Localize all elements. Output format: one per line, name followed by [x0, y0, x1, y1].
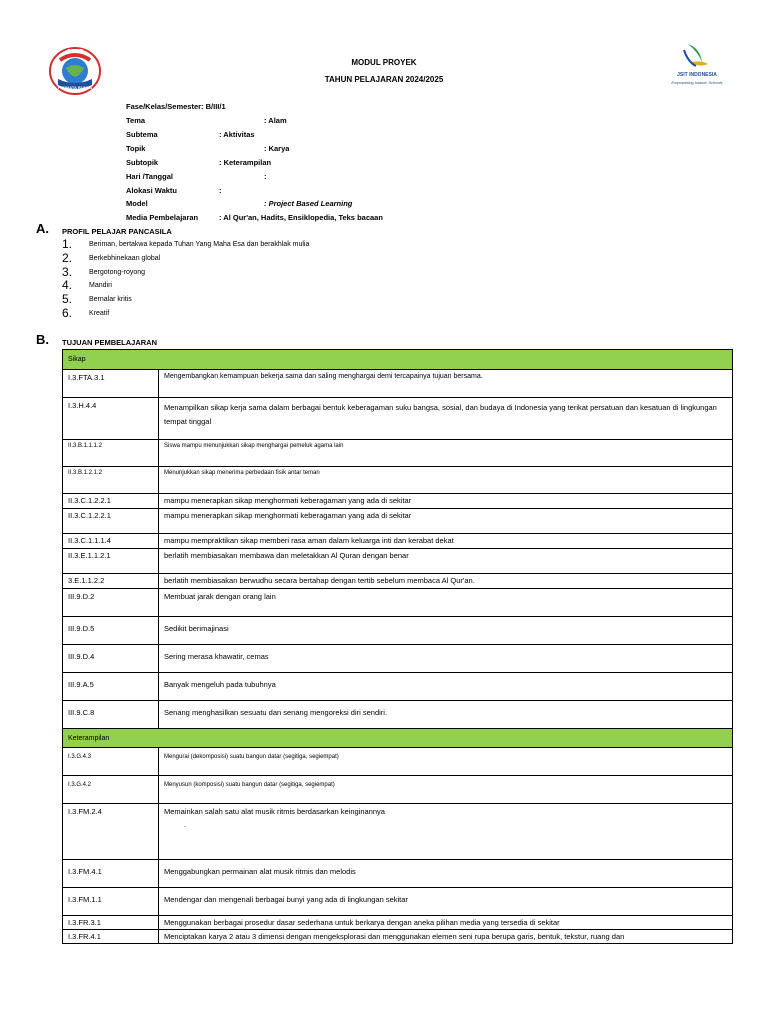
code-cell: I.3.FTA.3.1 — [63, 370, 159, 398]
table-row — [63, 776, 733, 804]
table-row — [63, 916, 733, 930]
text-cell — [159, 804, 733, 860]
jsit-logo-tagline: Empowering Islamic Schools — [671, 80, 723, 85]
code-cell: I.3.FR.4.1 — [63, 930, 159, 944]
table-row — [63, 467, 733, 494]
text-cell: Siswa mampu menunjukkan sikap menghargai pemeluk agama lain — [159, 440, 733, 467]
code-cell: I.3.FR.3.1 — [63, 916, 159, 930]
text-cell: Menciptakan karya 2 atau 3 dimensi dengan mengeksplorasi dan menggunakan elemen seni rupa berupa garis, bentuk, tekstur, ruang dan — [159, 930, 733, 944]
code-cell: II.3.B.1.1.1.2 — [63, 440, 159, 467]
table-row — [63, 370, 733, 398]
table-row — [63, 645, 733, 673]
code-cell: III.9.A.5 — [63, 673, 159, 701]
text-cell: Menyusun (komposisi) suatu bangun datar (segitiga, segiempat) — [159, 776, 733, 804]
code-cell: III.9.D.4 — [63, 645, 159, 673]
school-logo-top-text: S D I T — [67, 49, 83, 55]
text-cell: Menunjukkan sikap menerima perbedaan fisik antar teman — [159, 467, 733, 494]
table-row — [63, 574, 733, 589]
code-cell: I.3.FM.1.1 — [63, 888, 159, 916]
jsit-logo — [668, 40, 726, 94]
module-info — [126, 102, 526, 222]
code-cell: II.3.C.1.2.2.1 — [63, 494, 159, 509]
code-cell: I.3.G.4.2 — [63, 776, 159, 804]
keterampilan-header: Keterampilan — [63, 729, 733, 748]
sikap-header: Sikap — [63, 350, 733, 370]
section-b-letter: B. — [36, 332, 49, 347]
table-row — [63, 494, 733, 509]
media-value: : Al Qur'an, Hadits, Ensiklopedia, Teks bacaan — [219, 213, 383, 222]
text-cell: berlatih membiasakan berwudhu secara bertahap dengan tertib sebelum membaca Al Qur'an. — [159, 574, 733, 589]
code-cell: II.3.C.1.1.1.4 — [63, 534, 159, 549]
code-cell: III.9.D.5 — [63, 617, 159, 645]
table-row — [63, 398, 733, 440]
text-cell: Sedikit berimajinasi — [159, 617, 733, 645]
section-a-title: PROFIL PELAJAR PANCASILA — [62, 227, 172, 236]
text-cell: Sering merasa khawatir, cemas — [159, 645, 733, 673]
text-cell: Banyak mengeluh pada tubuhnya — [159, 673, 733, 701]
subtopik-value: : Keterampilan — [219, 158, 272, 167]
academic-year: TAHUN PELAJARAN 2024/2025 — [324, 75, 444, 84]
text-cell: Mendengar dan mengenali berbagai bunyi yang ada di lingkungan sekitar — [159, 888, 733, 916]
text-cell: mampu mempraktikan sikap memberi rasa aman dalam keluarga inti dan kerabat dekat — [159, 534, 733, 549]
code-cell: I.3.FM.2.4 — [63, 804, 159, 860]
section-b-title: TUJUAN PEMBELAJARAN — [62, 338, 158, 347]
model-label: Model — [126, 199, 148, 208]
text-cell: Mengurai (dekomposisi) suatu bangun datar (segitiga, segiempat) — [159, 748, 733, 776]
table-row — [63, 860, 733, 888]
table-row — [63, 888, 733, 916]
table-row — [63, 617, 733, 645]
topik-value: : Karya — [264, 144, 290, 153]
text-cell-extra: . — [184, 820, 187, 829]
table-row — [63, 534, 733, 549]
code-cell: I.3.G.4.3 — [63, 748, 159, 776]
tujuan-table — [62, 349, 733, 944]
text-cell: Menggabungkan permainan alat musik ritmis dan melodis — [159, 860, 733, 888]
table-row — [63, 549, 733, 574]
table-row — [63, 804, 733, 860]
tema-label: Tema — [126, 116, 146, 125]
code-cell: II.3.E.1.1.2.1 — [63, 549, 159, 574]
text-cell: berlatih membiasakan membawa dan meletakkan Al Quran dengan benar — [159, 549, 733, 574]
code-cell: I.3.H.4.4 — [63, 398, 159, 440]
alokasi-label: Alokasi Waktu — [126, 186, 177, 195]
media-label: Media Pembelajaran — [126, 213, 199, 222]
text-cell: Menampilkan sikap kerja sama dalam berbagai bentuk keberagaman suku bangsa, sosial, dan budaya di Indonesia yang terikat persatuan dan kesatuan di lingkungan tempat tinggal — [159, 398, 733, 440]
hari-value: : — [264, 172, 267, 181]
text-cell: Membuat jarak dengan orang lain — [159, 589, 733, 617]
text-cell: Mengembangkan kemampuan bekerja sama dan saling menghargai demi tercapainya tujuan bersama. — [159, 370, 733, 398]
text-cell: Menggunakan berbagai prosedur dasar sederhana untuk berkarya dengan aneka pilihan media yang tersedia di sekitar — [159, 916, 733, 930]
code-cell: II.3.C.1.2.2.1 — [63, 509, 159, 534]
hari-label: Hari /Tanggal — [126, 172, 173, 181]
code-cell: III.9.C.8 — [63, 701, 159, 729]
text-cell: mampu menerapkan sikap menghormati keberagaman yang ada di sekitar — [159, 494, 733, 509]
subtema-label: Subtema — [126, 130, 158, 139]
table-row — [63, 509, 733, 534]
text-cell: Senang menghasilkan sesuatu dan senang mengoreksi diri sendiri. — [159, 701, 733, 729]
model-value: : Project Based Learning — [264, 199, 353, 208]
table-row — [63, 930, 733, 944]
code-cell: II.3.B.1.2.1.2 — [63, 467, 159, 494]
school-logo — [48, 46, 102, 96]
table-group-header — [63, 729, 733, 748]
code-cell: I.3.FM.4.1 — [63, 860, 159, 888]
topik-label: Topik — [126, 144, 146, 153]
table-row — [63, 440, 733, 467]
school-logo-bottom-text: PERMATA BUNDA — [57, 85, 93, 90]
table-row — [63, 748, 733, 776]
jsit-logo-name: JSIT INDONESIA — [677, 72, 717, 78]
table-group-header — [63, 350, 733, 370]
table-row — [63, 701, 733, 729]
alokasi-value: : — [219, 186, 222, 195]
table-row — [63, 589, 733, 617]
code-cell: 3.E.1.1.2.2 — [63, 574, 159, 589]
subtopik-label: Subtopik — [126, 158, 159, 167]
text-cell: mampu menerapkan sikap menghormati keberagaman yang ada di sekitar — [159, 509, 733, 534]
section-a-letter: A. — [36, 221, 49, 236]
fase-label: Fase/Kelas/Semester: B/III/1 — [126, 102, 226, 111]
code-cell: III.9.D.2 — [63, 589, 159, 617]
text-cell-main: Memainkan salah satu alat musik ritmis berdasarkan keinginannya — [164, 807, 385, 816]
document-title: MODUL PROYEK — [351, 58, 417, 67]
table-row — [63, 673, 733, 701]
subtema-value: : Aktivitas — [219, 130, 255, 139]
tema-value: : Alam — [264, 116, 287, 125]
